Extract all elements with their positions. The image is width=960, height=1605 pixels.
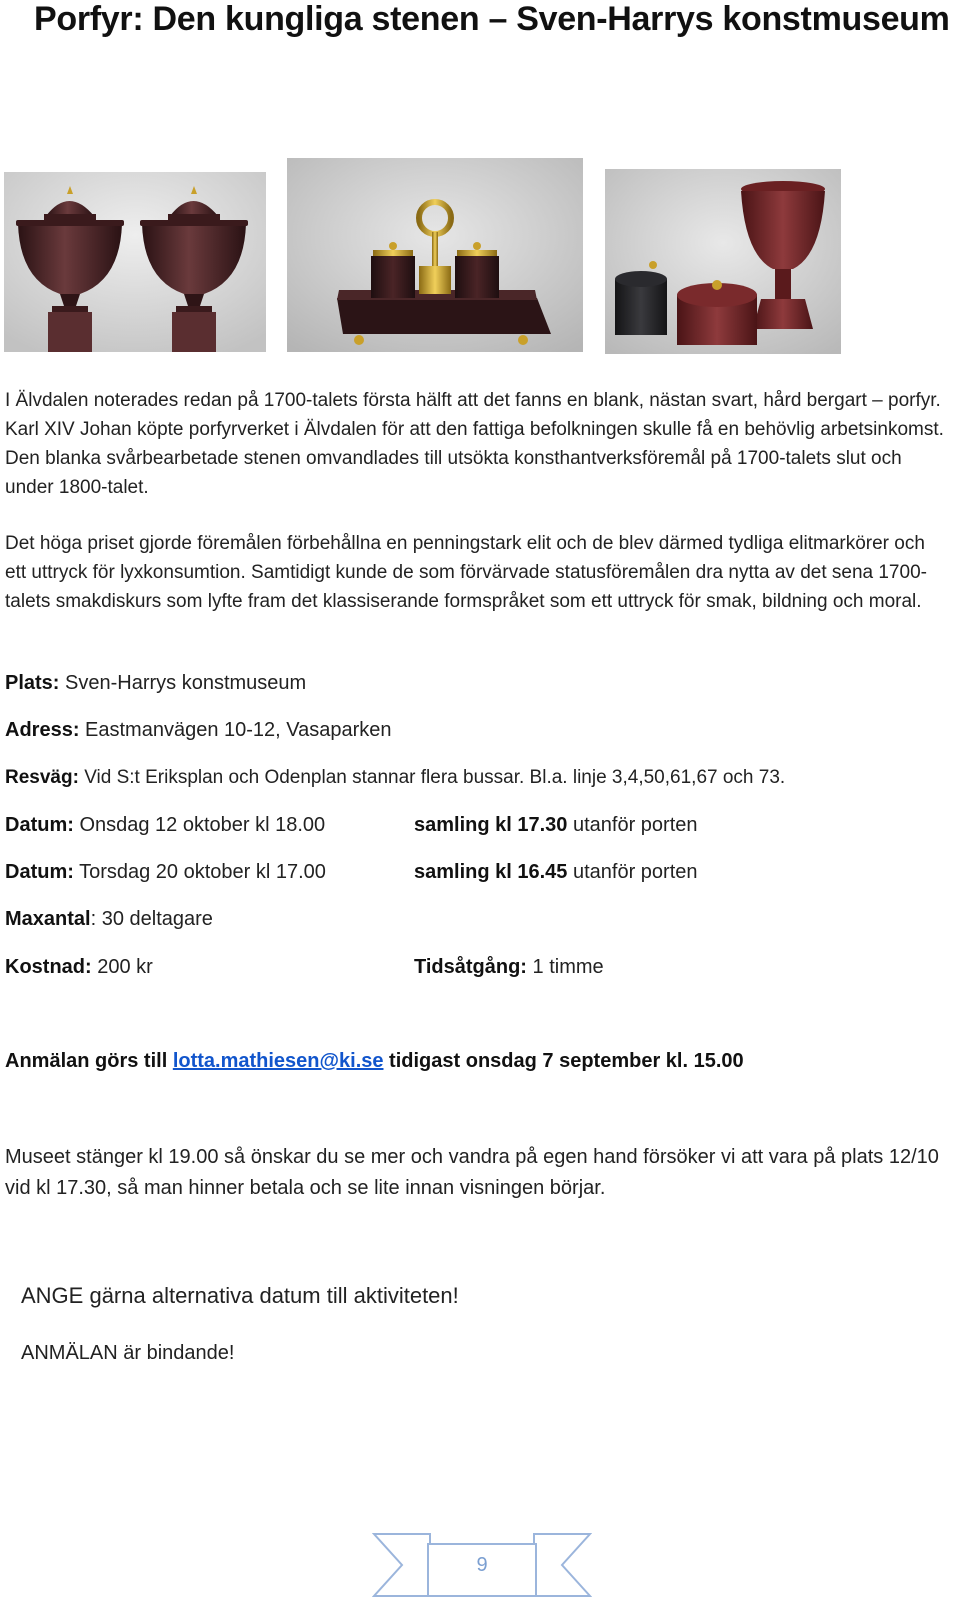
datum-1-value: Onsdag 12 oktober kl 18.00	[73, 814, 326, 836]
plats-label: Plats:	[5, 672, 60, 694]
plats-value: Sven-Harrys konstmuseum	[59, 672, 307, 694]
maxantal-label: Maxantal	[5, 908, 91, 930]
samling-1	[414, 814, 698, 837]
detail-datum-2	[5, 861, 326, 884]
page-title: Porfyr: Den kungliga stenen – Sven-Harrys konstmuseum	[34, 0, 950, 38]
intro-paragraph-2: Det höga priset gjorde föremålen förbehållna en penningstark elit och de blev därmed tydliga elitmarkörer och ett uttryck för lyxkonsumtion. Samtidigt kunde de som förvärvade statusföremålen dra nytta av det sena 1700-talets smakdiskurs som lyfte fram det klassiserande formspråket som ett uttryck för smak, bildning och moral.	[5, 533, 927, 612]
page-number: 9	[476, 1553, 488, 1576]
resvag-value: Vid S:t Eriksplan och Odenplan stannar flera bussar. Bl.a. linje 3,4,50,61,67 och 73.	[78, 767, 786, 788]
datum-2-label: Datum:	[5, 861, 74, 883]
anmalan-suffix: tidigast onsdag 7 september kl. 15.00	[383, 1050, 744, 1072]
anmalan-line	[5, 1050, 744, 1073]
museum-note: Museet stänger kl 19.00 så önskar du se mer och vandra på egen hand försöker vi att vara på plats 12/10 vid kl 17.30, så man hinner betala och se lite innan visningen börjar.	[5, 1146, 939, 1199]
anmalan-email-link[interactable]: lotta.mathiesen@ki.se	[172, 1050, 384, 1072]
anmalan-prefix: Anmälan görs till	[5, 1050, 173, 1072]
photo-porphyry-urns	[4, 172, 266, 352]
detail-datum-1	[5, 814, 325, 837]
samling-1-value: utanför porten	[567, 814, 698, 836]
datum-2-value: Torsdag 20 oktober kl 17.00	[73, 861, 326, 883]
photo-porphyry-boxes-vase	[605, 169, 841, 354]
samling-1-label: samling kl 17.30	[414, 814, 568, 836]
detail-adress	[5, 719, 392, 742]
samling-2	[414, 861, 698, 884]
tidsatgang-value: 1 timme	[526, 956, 604, 978]
maxantal-value: : 30 deltagare	[90, 908, 213, 930]
detail-kostnad	[5, 956, 153, 979]
detail-maxantal	[5, 908, 213, 931]
kostnad-value: 200 kr	[91, 956, 153, 978]
detail-plats	[5, 672, 306, 695]
adress-label: Adress:	[5, 719, 80, 741]
alternative-dates-note: ANGE gärna alternativa datum till aktiviteten!	[21, 1283, 459, 1308]
page-number-ribbon	[372, 1530, 592, 1605]
binding-note: ANMÄLAN är bindande!	[21, 1342, 235, 1364]
kostnad-label: Kostnad:	[5, 956, 92, 978]
detail-tidsatgang	[414, 956, 604, 979]
detail-resvag	[5, 767, 785, 789]
intro-paragraph-1: I Älvdalen noterades redan på 1700-talets första hälft att det fanns en blank, nästan svart, hård bergart – porfyr. Karl XIV Johan köpte porfyrverket i Älvdalen för att den fattiga befolkningen skulle få en behövlig arbetsinkomst. Den blanka svårbearbetade stenen omvandlades till utsökta konsthantverksföremål på 1700-talets slut och under 1800-talet.	[5, 390, 944, 498]
datum-1-label: Datum:	[5, 814, 74, 836]
resvag-label: Resväg:	[5, 767, 79, 788]
samling-2-value: utanför porten	[567, 861, 698, 883]
photo-porphyry-inkstand	[287, 158, 583, 352]
tidsatgang-label: Tidsåtgång:	[414, 956, 527, 978]
samling-2-label: samling kl 16.45	[414, 861, 568, 883]
adress-value: Eastmanvägen 10-12, Vasaparken	[79, 719, 392, 741]
